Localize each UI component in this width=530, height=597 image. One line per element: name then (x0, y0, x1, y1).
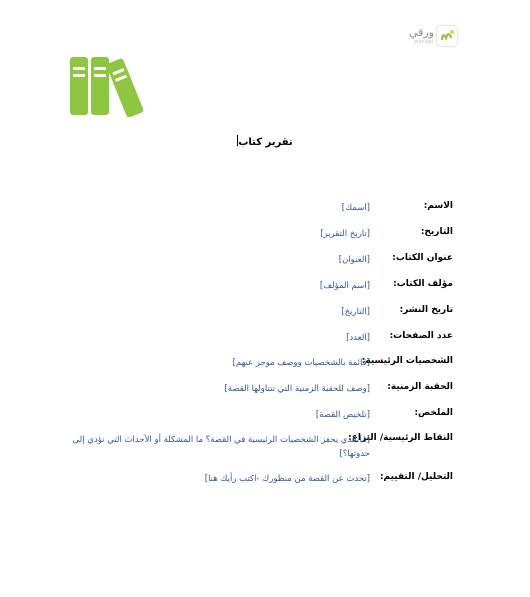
field-label: عنوان الكتاب: (392, 253, 453, 263)
field-value[interactable]: [التاريخ] (341, 307, 370, 317)
field-row-pages (346, 331, 530, 345)
field-value[interactable]: [اسمك] (341, 203, 370, 213)
field-row-date (320, 227, 530, 241)
field-label: الشخصيات الرئيسية: (361, 356, 453, 366)
field-label: التحليل/ التقييم: (379, 472, 453, 482)
field-label: عدد الصفحات: (389, 331, 453, 341)
field-label: الحقبة الزمنية: (387, 382, 453, 392)
field-value[interactable]: [وصف للحقبة الزمنية التي تتناولها القصة] (224, 384, 370, 394)
field-value[interactable]: [العدد] (346, 333, 370, 343)
field-value[interactable]: [العنوان] (338, 255, 370, 265)
field-label: الملخص: (414, 408, 453, 418)
field-value[interactable]: [تحدث عن القصة من منظورك -اكتب رأيك هنا] (204, 474, 370, 484)
field-row-conflict (70, 433, 530, 461)
brand-name: ورقي (408, 26, 434, 39)
field-value[interactable]: [تاريخ التقرير] (320, 229, 370, 239)
field-row-book-title (339, 253, 530, 267)
document-title-text: تقرير كتاب (238, 137, 293, 148)
field-row-characters (233, 356, 530, 370)
field-row-analysis (205, 472, 530, 486)
field-label: الاسم: (423, 201, 453, 211)
field-label: التاريخ: (420, 227, 453, 237)
brand-subtitle: waraqi (414, 39, 434, 45)
field-value[interactable]: [تلخيص القصة] (315, 410, 370, 420)
field-row-name (342, 201, 530, 215)
field-row-summary (316, 408, 530, 422)
field-value[interactable]: [قائمة بالشخصيات ووصف موجز عنهم] (232, 358, 370, 368)
field-row-publish-date (341, 305, 530, 319)
field-value[interactable]: [اسم المؤلف] (319, 281, 370, 291)
field-label: النقاط الرئيسية/ النزاع: (348, 433, 453, 443)
field-row-author (320, 279, 530, 293)
field-label: تاريخ النشر: (399, 305, 453, 315)
field-value[interactable]: [ما الذي يحفز الشخصيات الرئيسية في القصة؟ ما المشكلة أو الأحداث التي تؤدي إلى حدوثها؟] (72, 435, 370, 459)
field-label: مؤلف الكتاب: (393, 279, 453, 289)
field-row-era (224, 382, 530, 396)
